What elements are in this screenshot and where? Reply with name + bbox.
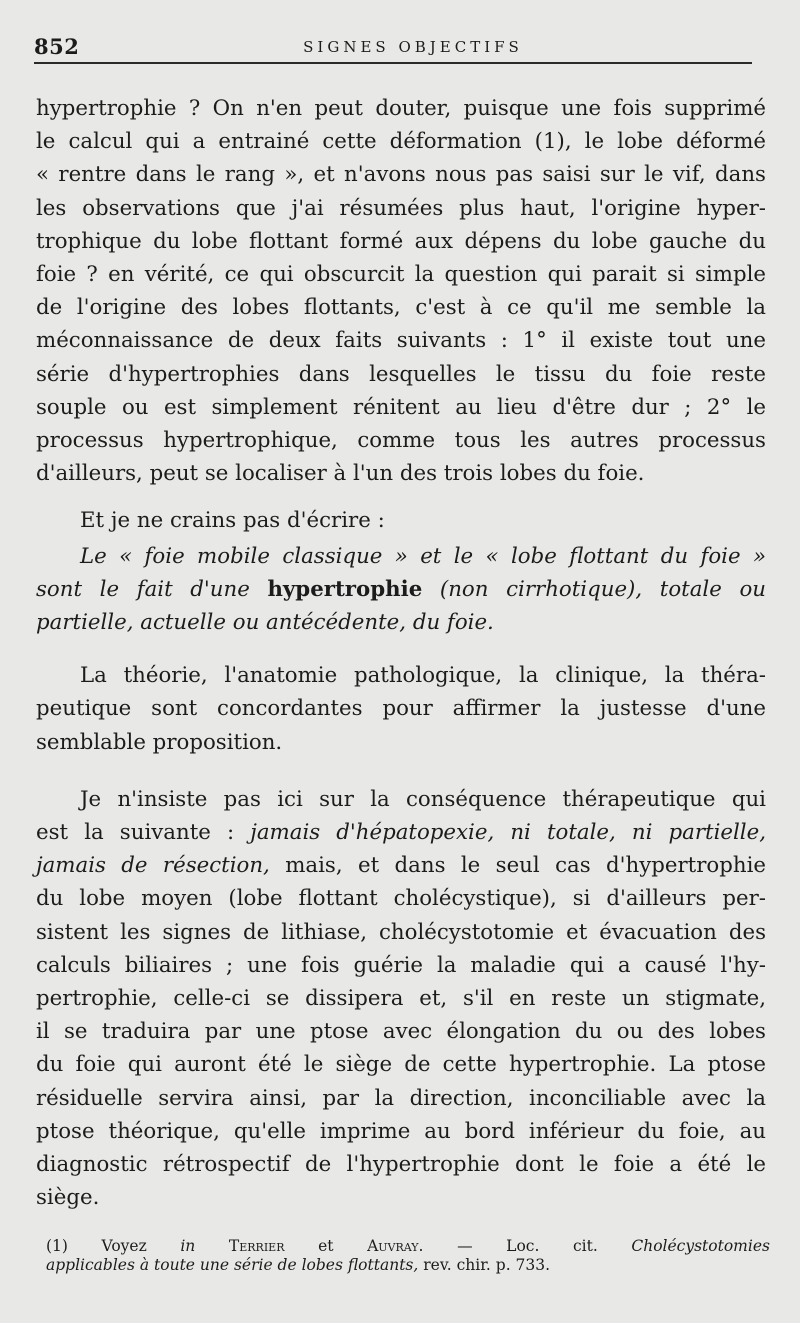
footnote-text: rev. chir. p. 733. <box>423 1256 551 1274</box>
text-line: Et je ne crains pas d'écrire : <box>80 508 385 534</box>
footnote-text: et <box>318 1237 334 1255</box>
text-line: série d'hypertrophies dans lesquelles le tissu du foie reste <box>36 361 766 387</box>
text-line: ptose théorique, qu'elle imprime au bord inférieur du foie, au <box>36 1118 766 1144</box>
text-line: trophique du lobe flottant formé aux dépens du lobe gauche du <box>36 228 766 254</box>
text-line: résiduelle servira ainsi, par la direction, inconciliable avec la <box>36 1085 766 1111</box>
paragraph-2 <box>36 504 766 537</box>
text-line: foie ? en vérité, ce qui obscurcit la question qui parait si simple <box>36 262 766 288</box>
text-segment: est la suivante : <box>36 820 235 846</box>
text-line <box>36 816 766 849</box>
footnote-author: Auvray. <box>367 1237 424 1255</box>
text-line: méconnaissance de deux faits suivants : 1° il existe tout une <box>36 328 766 354</box>
text-line: semblable proposition. <box>36 729 283 755</box>
text-line: du lobe moyen (lobe flottant cholécystique), si d'ailleurs per- <box>36 886 766 912</box>
thesis-line-2 <box>36 573 766 606</box>
text-line: siège. <box>36 1185 100 1211</box>
running-title: SIGNES OBJECTIFS <box>303 38 523 56</box>
text-line: souple ou est simplement rénitent au lieu d'être dur ; 2° le <box>36 394 766 420</box>
footnote-title: applicables à toute une série de lobes flottants, <box>46 1256 419 1274</box>
text-line: de l'origine des lobes flottants, c'est à ce qu'il me semble la <box>36 295 766 321</box>
thesis-keyword: hypertrophie <box>267 576 423 602</box>
text-line: d'ailleurs, peut se localiser à l'un des trois lobes du foie. <box>36 461 645 487</box>
footnote-author: Terrier <box>228 1237 285 1255</box>
thesis-statement <box>36 540 766 640</box>
text-line: il se traduira par une ptose avec élongation du ou des lobes <box>36 1019 766 1045</box>
thesis-line-1: Le « foie mobile classique » et le « lobe flottant du foie » <box>80 543 766 569</box>
thesis-text: (non cirrhotique), totale ou <box>439 576 766 602</box>
text-line: diagnostic rétrospectif de l'hypertrophie dont le foie a été le <box>36 1152 766 1178</box>
emphasis: jamais d'hépatopexie, ni totale, ni partielle, <box>250 820 766 846</box>
footnote <box>46 1237 770 1275</box>
footnote-title: Cholécystotomies <box>631 1237 770 1255</box>
thesis-text: sont le fait d'une <box>36 576 250 602</box>
page-header <box>34 30 752 64</box>
thesis-line-3: partielle, actuelle ou antécédente, du foie. <box>36 610 494 636</box>
text-line: du foie qui auront été le siège de cette hypertrophie. La ptose <box>36 1052 766 1078</box>
text-line: sistent les signes de lithiase, cholécystotomie et évacuation des <box>36 919 766 945</box>
paragraph-4 <box>36 783 766 1215</box>
footnote-in: in <box>180 1237 196 1255</box>
text-line: La théorie, l'anatomie pathologique, la clinique, la théra- <box>80 663 766 689</box>
text-line: « rentre dans le rang », et n'avons nous pas saisi sur le vif, dans <box>36 162 766 188</box>
footnote-line-2 <box>46 1256 770 1275</box>
paragraph-3 <box>36 659 766 759</box>
text-line: processus hypertrophique, comme tous les autres processus <box>36 428 766 454</box>
text-line: les observations que j'ai résumées plus haut, l'origine hyper- <box>36 195 766 221</box>
text-line: peutique sont concordantes pour affirmer la justesse d'une <box>36 696 766 722</box>
text-line: pertrophie, celle-ci se dissipera et, s'il en reste un stigmate, <box>36 986 766 1012</box>
paragraph-1 <box>36 92 766 490</box>
emphasis: jamais de résection, <box>36 853 270 879</box>
text-line: le calcul qui a entrainé cette déformation (1), le lobe déformé <box>36 129 766 155</box>
text-line <box>36 849 766 882</box>
text-line: calculs biliaires ; une fois guérie la maladie qui a causé l'hy- <box>36 952 766 978</box>
page-number: 852 <box>34 34 80 59</box>
footnote-line-1 <box>46 1237 770 1256</box>
text-line: hypertrophie ? On n'en peut douter, puisque une fois supprimé <box>36 96 766 121</box>
footnote-text: — Loc. cit. <box>457 1237 598 1255</box>
body-text <box>36 92 766 1215</box>
text-line: Je n'insiste pas ici sur la conséquence thérapeutique qui <box>80 786 766 812</box>
text-segment: mais, et dans le seul cas d'hypertrophie <box>285 853 766 879</box>
footnote-marker: (1) Voyez <box>46 1237 147 1255</box>
